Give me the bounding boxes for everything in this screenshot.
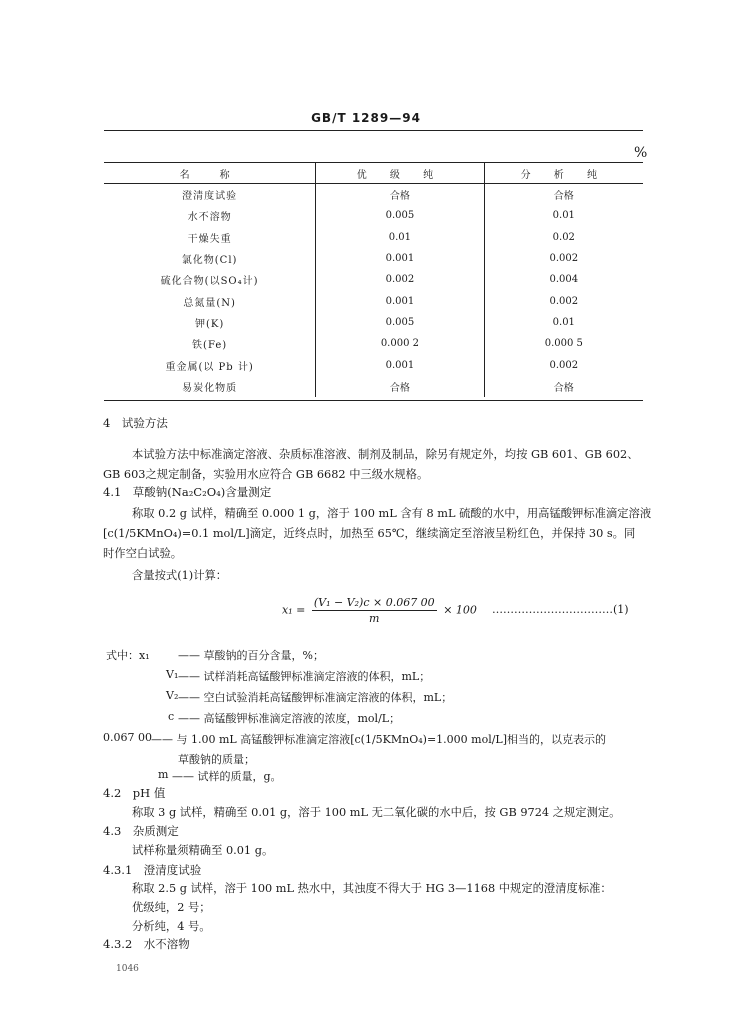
where-symbol: 式中：x₁ [106,649,150,662]
cell-name: 铁(Fe) [192,340,228,352]
table-row [104,290,643,311]
table-row [104,333,643,354]
cell-analytical: 0.002 [549,253,579,265]
cell-name: 硫化合物(以SO₄计) [160,276,259,288]
header-rule [104,130,643,131]
table-row [104,376,643,397]
paragraph-line: 分析纯，4 号。 [132,920,211,933]
cell-analytical: 合格 [553,191,574,203]
column-header-name: 名 称 [104,163,316,184]
column-header-premium-grade: 优 级 纯 [316,163,484,184]
section-heading: 4.3 杂质测定 [103,824,179,838]
paragraph-line: 含量按式(1)计算： [132,569,228,582]
where-description: —— 草酸钠的百分含量，%； [178,649,324,662]
cell-premium: 0.005 [316,312,484,333]
page-number: 1046 [116,964,139,974]
table-row [104,312,643,333]
paragraph-line: 本试验方法中标准滴定溶液、杂质标准溶液、制剂及制品，除另有规定外，均按 GB 601、GB 602、 [132,448,639,461]
cell-name: 总氮量(N) [183,297,236,309]
cell-premium: 0.001 [316,248,484,269]
formula-lhs: x₁ = [282,603,306,617]
paragraph-line: 时作空白试验。 [103,547,183,560]
where-symbol: V₂ [166,689,179,702]
cell-analytical: 0.000 5 [544,338,583,350]
table-header-row [104,163,643,184]
standard-header: GB/T 1289—94 [311,111,421,125]
cell-premium: 合格 [316,376,484,397]
cell-analytical: 0.02 [552,231,575,243]
cell-premium: 0.01 [316,227,484,248]
section-heading: 4.1 草酸钠(Na₂C₂O₄)含量测定 [103,485,272,499]
cell-analytical: 0.01 [552,316,575,328]
column-header-analytical-grade: 分 析 纯 [484,163,643,184]
cell-name: 水不溶物 [187,212,232,224]
formula [282,596,477,625]
section-heading: 4.2 pH 值 [103,786,166,800]
cell-premium: 0.005 [316,205,484,226]
cell-premium: 0.000 2 [316,333,484,354]
paragraph-line: [c(1/5KMnO₄)=0.1 mol/L]滴定，近终点时，加热至 65℃，继续滴定至溶液呈粉红色，并保持 30 s。同 [103,527,636,540]
where-description: —— 高锰酸钾标准滴定溶液的浓度，mol/L； [178,712,401,725]
table-row [104,269,643,290]
cell-name: 重金属(以 Pb 计) [165,361,254,373]
formula-rhs: × 100 [443,603,477,617]
table-row [104,248,643,269]
table-unit: % [634,145,648,161]
cell-analytical: 合格 [553,382,574,394]
cell-name: 易炭化物质 [182,382,238,394]
section-heading: 4 试验方法 [103,416,168,430]
cell-analytical: 0.002 [549,359,579,371]
formula-fraction [312,596,437,625]
where-symbol: c [168,710,175,723]
where-description: —— 试样消耗高锰酸钾标准滴定溶液的体积，mL； [178,670,431,683]
formula-numerator: (V₁ − V₂)c × 0.067 00 [313,596,435,609]
cell-name: 干燥失重 [187,233,232,245]
equation-number: ……………………………(1) [492,603,629,616]
where-description: 草酸钠的质量； [178,753,255,766]
paragraph-line: 称取 0.2 g 试样，精确至 0.000 1 g，溶于 100 mL 含有 8 mL 硫酸的水中，用高锰酸钾标准滴定溶液 [132,507,652,520]
cell-name: 钾(K) [194,318,225,330]
formula-denominator: m [369,612,380,625]
paragraph-line: 称取 3 g 试样，精确至 0.01 g，溶于 100 mL 无二氧化碳的水中后，按 GB 9724 之规定测定。 [132,806,621,819]
paragraph-line: 优级纯，2 号； [132,901,211,914]
cell-name: 氯化物(Cl) [181,255,238,267]
table-row [104,354,643,375]
where-symbol: 0.067 00 [103,731,152,744]
where-description: —— 空白试验消耗高锰酸钾标准滴定溶液的体积，mL； [178,691,453,704]
section-heading: 4.3.1 澄清度试验 [103,863,202,877]
where-description: —— 与 1.00 mL 高锰酸钾标准滴定溶液[c(1/5KMnO₄)=1.000 mol/L]相当的，以克表示的 [151,733,607,746]
where-symbol: V₁ [166,668,179,681]
where-symbol: m [158,768,169,781]
section-heading: 4.3.2 水不溶物 [103,937,190,951]
cell-premium: 合格 [316,184,484,206]
table-row [104,184,643,206]
where-description: —— 试样的质量，g。 [172,770,282,783]
paragraph-line: 称取 2.5 g 试样，溶于 100 mL 热水中，其浊度不得大于 HG 3—1168 中规定的澄清度标准： [132,882,612,895]
cell-analytical: 0.01 [552,210,575,222]
cell-premium: 0.002 [316,269,484,290]
cell-analytical: 0.004 [549,274,579,286]
paragraph-line: 试样称量须精确至 0.01 g。 [132,844,274,857]
table-row [104,205,643,226]
cell-analytical: 0.002 [549,295,579,307]
specification-table [104,163,643,397]
table-row [104,227,643,248]
table-bottom-rule [104,400,643,401]
cell-name: 澄清度试验 [182,191,238,203]
paragraph-line: GB 603之规定制备，实验用水应符合 GB 6682 中三级水规格。 [103,468,429,481]
cell-premium: 0.001 [316,354,484,375]
cell-premium: 0.001 [316,290,484,311]
